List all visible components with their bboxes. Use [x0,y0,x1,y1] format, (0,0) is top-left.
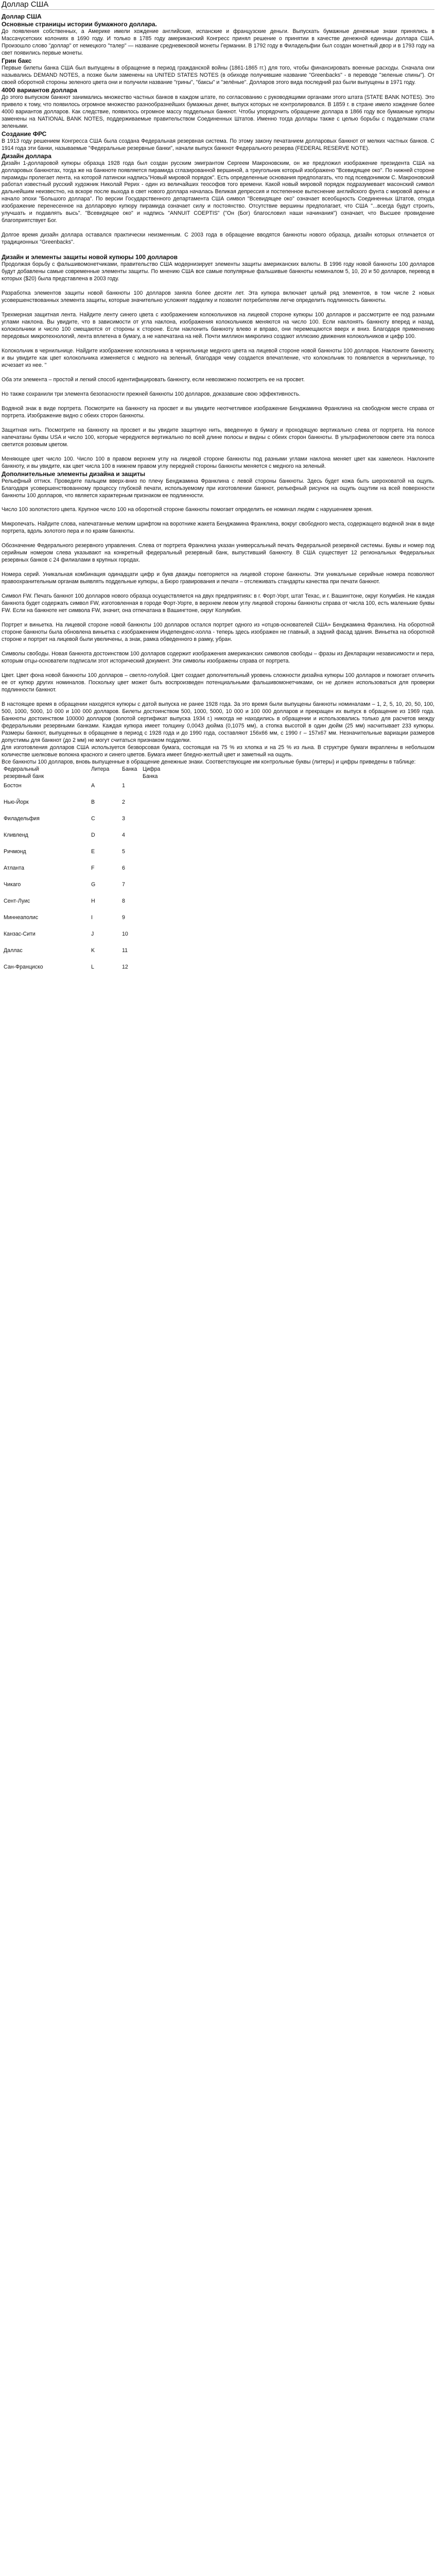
bank-letter: E [91,848,95,855]
bank-city: Атланта [4,865,25,871]
paragraph-microprint: Микропечать. Найдите слова, напечатанные мелким шрифтом на воротнике жакета Бенджамина Франклина, вокруг свободного места, содержащего водяной знак в виде портрета, вдоль золотого пера и по краям банкноты. [2,521,434,535]
bank-number: 3 [122,815,125,822]
bank-city: Миннеаполис [4,914,39,921]
bank-number: 2 [122,799,125,805]
paragraph-protection-1: Продолжая борьбу с фальшивомонетчиками, правительство США модернизирует элементы защиты американских валюты. В 1996 году новой банкноты 100 долларов будут добавлены самые современные элементы защиты. По мнению США все самые популярные фальшивые банкноты номиналом 5, 10, 20 и 50 долларов, перевод в которых ($20) была представлена в 2003 году. [2,261,434,282]
paragraph-4000: До этого выпуском банкнот занимались множество частных банков в каждом штате, по согласованию с руководящими органами этого штата (STATE BANK NOTES). Это привело к тому, что появилось огромное множество разнообразнейших бумажных денег, выпуск которых не контролировался. В 1859 г. в стране имело хождение более 4000 вариантов долларов. Как следствие, появилось огромное массу поддельных банкнот. Чтобы упорядочить обращение доллара в 1866 году все бумажные купюры заменены на NATIONAL BANK NOTES, поддерживаемые правительством Соединенных Штатов. Именно тогда доллары также с целью борьбы с подделками стали зелеными. [2,94,434,129]
paragraph-intro: До появления собственных, а Америке имели хождение английские, испанские и французские деньги. Выпускать бумажные денежные знаки принялись в Массачусетских колониях в 1690 году. И только в 1785 году американский Конгресс принял решение о принятии в качестве денежной единицы доллара США. Произошло слово "доллар" от немецкого "талер" — название средневековой монеты Германии. В 1792 году в Филадельфии был создан монетный двор и в 1793 году на свет появились первые монеты. [2,28,434,56]
paragraph-colorshift: Меняющее цвет число 100. Число 100 в правом верхнем углу на лицевой стороне банкноты под разными углами наклона меняет цвет как хамелеон. Наклоните банкноту, и вы увидите, как цвет числа 100 в нижнем правом углу передней стороны банкноты меняется с медного на зеленый. [2,455,434,469]
bank-table-subheader-empty-2 [122,773,143,781]
section-heading-protection: Дизайн и элементы защиты новой купюры 100 долларов [2,253,178,261]
paragraph-fed: Обозначение Федерального резервного управления. Слева от портрета Франклина указан универсальный печать Федеральной резервной системы. Буквы и номер под серийным номером слева указывают на конкретный федеральный резервный банк, выпустивший банкноту. В США существует 12 региональных Федеральных резервных банков с 24 филиалами в крупных городах. [2,543,434,564]
table-row [4,781,163,797]
paragraph-ribbon: Трехмерная защитная лента. Найдите ленту синего цвета с изображением колокольчиков на лицевой стороне купюры 100 долларов и рассмотрите ее под разными углами наклона. Вы увидите, что в зависимости от угла наклона, изображения колокольчиков меняются на число 100. Если наклонять банкноту вперед и назад, колокольчики и число 100 смещаются от стороны к стороне. Если наклонить банкноту влево и вправо, они перемещаются вверх и вниз. Благодаря применению передовых микротехнологий, лента вплетена в бумагу, а не напечатана на ней. Почти миллион микролинз создают иллюзию движения колокольчиков и цифр 100. [2,312,434,340]
bank-city: Сент-Луис [4,897,30,904]
table-row [4,846,163,863]
bank-table-subheader-empty-1 [91,773,122,781]
paragraph-portrait-vignette: Портрет и виньетка. На лицевой стороне новой банкноты 100 долларов остался портрет одного из «отцов-основателей США» Бенджамина Франклина. На оборотной стороне банкноты была обновлена виньетка с изображением Индепенденс-холла - теперь здесь изображен не главный, а задний фасад здания. Виньетка на оборотной стороне и портрет на лицевой были увеличены, а знак, рамка обведенного в рамку, убран. [2,622,434,643]
bank-city: Бостон [4,782,22,789]
paragraph-2003: Долгое время дизайн доллара оставался практически неизменным. С 2003 года в обращение вводятся банкноты нового образца, дизайн которых отличается от традиционных "Greenbacks". [2,232,434,246]
paragraph-fw: Символ FW. Печать банкнот 100 долларов нового образца осуществляется на двух предприятиях: в г. Форт-Уорт, штат Техас, и г. Вашингтоне, округ Колумбия. Не каждая банкнота будет содержать символ FW, изготовленная в городе Форт-Уорте, в верхнем левом углу лицевой стороны банкноты справа от числа 100, есть маленькие буквы FW. Если на банкноте нет символа FW, значит, она отпечатана в Вашингтоне, округ Колумбия. [2,593,434,614]
table-row [4,830,163,846]
paragraph-gold-100: Число 100 золотистого цвета. Крупное число 100 на оборотной стороне банкноты помогает определить ее номинал людям с нарушением зрения. [2,506,373,513]
bank-letter: B [91,799,95,805]
table-row [4,879,163,896]
bank-city: Даллас [4,947,23,954]
bank-letter: I [91,914,93,921]
bank-table-subheader [4,773,163,781]
bank-number: 1 [122,782,125,789]
paragraph-symbols: Символы свободы. Новая банкнота достоинством 100 долларов содержит изображения американских символов свободы – фразы из Декларации независимости и пера, которым отцы-основатели подписали этот исторический документ. Эти символы изображены справа от портрета. [2,651,434,664]
table-row [4,929,163,945]
paragraph-color: Цвет. Цвет фона новой банкноты 100 долларов – светло-голубой. Цвет создает дополнительный уровень сложности дизайна купюры 100 долларов и помогает отличить ее от купюр других номиналов. Поскольку цвет может быть воспроизведен потенциальными фальшивомонетчиками, он не должен использоваться для проверки подлинности банкнот. [2,672,434,693]
section-heading-greenback: Грин бакс [2,57,32,64]
paragraph-thread: Защитная нить. Посмотрите на банкноту на просвет и вы увидите защитную нить, введенную в бумагу и проходящую вертикально слева от портрета. На полосе напечатаны буквы USA и число 100, которые чередуются вертикально по всей длине полосы и видны с обеих сторон банкноты. В ультрафиолетовом свете эта полоса светится розовым цветом. [2,427,434,448]
bank-number: 11 [122,947,128,954]
bank-letter: A [91,782,95,789]
bank-letter: G [91,881,96,888]
bank-table-subheader-digit: Банка [143,773,158,779]
bank-city: Филадельфия [4,815,40,822]
bank-letter: L [91,963,94,970]
table-row [4,912,163,929]
document [0,0,436,978]
bank-table-header-bankword: Банка [122,766,137,772]
table-row [4,962,163,978]
bank-table-header-letter: Литера [91,766,110,772]
paragraph-greenback: Первые билеты банка США был выпущены в обращение в период гражданской войны (1861-1865 гг.) для того, чтобы финансировать военные расходы. Сначала они назывались DEMAND NOTES, а позже были заменены на UNITED STATES NOTES (в обиходе получившие название "Greenbacks" - в переводе "зеленые спины"). От своей оборотной стороны зеленого цвета они и получили название "грины", "баксы" и "зелёные". Долларов этого вида последний раз были выпущены в 1971 году. [2,64,434,86]
section-heading-design: Дизайн доллара [2,152,51,160]
bank-letter: F [91,865,95,871]
section-heading-4000: 4000 вариантов доллара [2,86,77,94]
paragraph-notforget: Но также сохранили три элемента безопасности прежней банкноты 100 долларов, доказавшие свою эффективность. [2,391,301,397]
bank-number: 7 [122,881,125,888]
bank-table [4,766,163,978]
bank-table-header-bank: Федеральный [4,766,39,772]
section-heading-frs: Создание ФРС [2,130,47,138]
bank-number: 9 [122,914,125,921]
bank-number: 10 [122,930,128,937]
paragraph-protection-2: Разработка элементов защиты новой банкноты 100 долларов заняла более десяти лет. Эта купюра включает целый ряд элементов, в том числе 2 новых усовершенствованных элемента защиты, которые значительно усложнят подделку и позволят потребителям легче определить подлинность банкноты. [2,290,434,304]
paragraph-simple: Оба эти элемента – простой и легкий способ идентифицировать банкноту, если невозможно посмотреть ее на просвет. [2,376,305,383]
section-heading-history: Доллар США [2,13,42,20]
table-row [4,896,163,912]
bank-table-header-digit: Цифра [143,766,161,772]
bank-city: Канзас-Сити [4,930,36,937]
paragraph-facts-1: В настоящее время в обращении находятся купюры с датой выпуска не ранее 1928 года. За это время были выпущены банкноты номиналами – 1, 2, 5, 10, 20, 50, 100, 500, 1000, 5000, 10 000 и 100 000 долларов. Билеты достоинством 500, 1000, 5000, 10 000 и 100 000 долларов и прекращен их выпуск в обращение из 1969 года. Банкноты достоинством 100000 долларов (золотой сертификат выпуска 1934 г.) никогда не находились в обращении и использовались только для расчетов между федеральными резервными банками. Каждая купюра имеет толщину 0,0043 дюйма (0,1075 мм), а стопка высотой в один дюйм (25 мм) насчитывает 233 купюры. Размеры банкнот, выпущенных в обращение в период с 1928 года и до 1990 года, составляют 156х66 мм, с 1990 г – 157х67 мм. Незначительные вариации размеров допустимы для банкнот (до 2 мм) не могут считаться признаком подделки. [2,701,434,743]
table-row [4,797,163,814]
bank-city: Сан-Франциско [4,963,43,970]
bank-letter: C [91,815,95,822]
section-heading-features: Дополнительные элементы дизайна и защиты [2,470,146,478]
bank-number: 6 [122,865,125,871]
paragraph-watermark: Водяной знак в виде портрета. Посмотрите на банкноту на просвет и вы увидите неотчетливое изображение Бенджамина Франклина на свободном месте справа от портрета. Изображение видно с обеих сторон банкноты. [2,405,434,419]
paragraph-inkwell: Колокольчик в чернильнице. Найдите изображение колокольчика в чернильнице медного цвета на лицевой стороне новой банкноты 100 долларов. Наклоните банкноту, и вы увидите как цвет колокольчика изменяется с медного на зеленый, благодаря чему создается впечатление, что колокольчик то появляется в чернильнице, то исчезает из нее. " [2,347,434,368]
paragraph-facts-2: Для изготовления долларов США используется безворсовая бумага, состоящая на 75 % из хлопка и на 25 % из льна. В структуре бумаги вкраплены в небольшом количестве шелковые волокна красного и синего цветов. Бумага имеет бледно-желтый цвет и заметный на ощупь. [2,744,434,758]
bank-number: 5 [122,848,125,855]
bank-number: 4 [122,832,125,838]
paragraph-facts-3: Все банкноты 100 долларов, вновь выпущенные в обращение денежные знаки. Соответствующие им контрольные буквы (литеры) и цифры приведены в таблице: [2,758,416,765]
paragraph-design: Дизайн 1-долларовой купюры образца 1928 года был создан русским эмигрантом Сергеем Макроновским, он же предложил изображение президента США на долларовых банкнотах, тогда же на банкноте появляется пирамида cглазированной вершиной, а треугольник который изображено "Всевидящее око". По нижней стороне пирамиды пролегает лента, на которой латински надпись"Новый мировой порядок". Есть определенные основания предполагать, что под псевдонимом С. Макроновский работал известный русский художник Николай Рерих - один из величайших теософов того времени. Какой новый мировой порядок подразумевает масонский символ дальнейшим неизвестно, на вскоре после выхода в свет нового доллара началась Великая депрессия и постепенное вытеснение английского фунта с мировой арены и начало эпохи "Большого доллара". По версии Государственного департамента США символ "Всевидящее око" означает всеобщность Соединенных Штатов, откуда изображение перенесенное на долларовую купюру пирамида означает силу и постоянство. Отсутствие вершины предполагает, что США "...всегда будут строить, улучшать и подавлять высь". "Всевидящее око" и надпись "ANNUIT COEPTIS" ("Он (Бог) благословил наши начинания") означает, что Высшее провидение благоприятствует Бог. [2,160,434,224]
page-title: Доллар США [2,0,434,10]
paragraph-serial: Номера серий. Уникальная комбинация одинадцати цифр и букв дважды повторяется на лицевой стороне банкноты. Эти уникальные серийные номера позволяют правоохранительным органам выявлять поддельные купюры, а Бюро гравирования и печати – отслеживать стандарты качества при печати банкнот. [2,571,434,585]
bank-letter: K [91,947,95,954]
bank-number: 12 [122,963,128,970]
bank-number: 8 [122,897,125,904]
bank-city: Нью-Йорк [4,799,29,805]
bank-letter: D [91,832,95,838]
table-row [4,945,163,962]
bank-table-subheader-bank: резервный банк [4,773,44,779]
bank-letter: H [91,897,95,904]
bank-city: Ричмонд [4,848,26,855]
bank-letter: J [91,930,94,937]
paragraph-portrait-relief: Рельефный оттиск. Проведите пальцем вверх-вниз по плечу Бенджамина Франклина с левой стороны банкноты. Здесь будет кожа быть шероховатой на ощупь. Благодаря усовершенствованному процессу глубокой печати, используемому при изготовлении банкнот, рельефный рисунок на ощупь ощутим на всей поверхности банкноты 100 долларов, что является характерным признаком ее подлинности. [2,478,434,499]
table-row [4,814,163,830]
table-row [4,863,163,879]
section-heading-stages: Основные страницы истории бумажного доллара. [2,21,157,28]
paragraph-frs: В 1913 году решением Конгресса США была создана Федеральная резервная система. По этому закону печатанием долларовых банкнот от мелких частных банков. С 1914 года эти банки, называемые "Федеральные резервные банки", начали выпуск банкнот Федерального резерва (FEDERAL RESERVE NOTE). [2,138,434,151]
bank-city: Кливленд [4,832,28,838]
bank-table-header [4,766,163,773]
bank-city: Чикаго [4,881,21,888]
